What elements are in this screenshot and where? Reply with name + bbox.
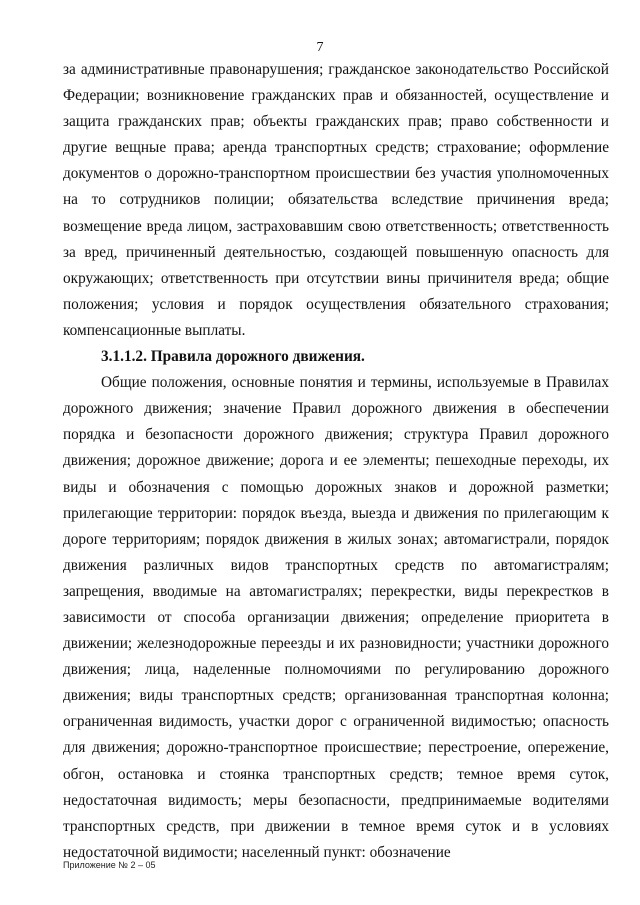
continuation-paragraph: за административные правонарушения; гражданское законодательство Российской Федерации; возникновение гражданских прав и обязанностей, осуществление и защита гражданских прав; объекты гражданских прав; право собственности и другие вещные права; аренда транспортных средств; страхование; оформление документов о дорожно-транспортном происшествии без участия уполномоченных на то сотрудников полиции; обязательства вследствие причинения вреда; возмещение вреда лицом, застраховавшим свою ответственность; ответственность за вред, причиненный деятельностью, создающей повышенную опасность для окружающих; ответственность при отсутствии вины причинителя вреда; общие положения; условия и порядок осуществления обязательного страхования; компенсационные выплаты. <box>63 61 609 339</box>
section-heading: 3.1.1.2. Правила дорожного движения. <box>101 348 365 366</box>
page-number: 7 <box>316 40 324 55</box>
document-body <box>63 57 609 866</box>
section-paragraph: Общие положения, основные понятия и термины, используемые в Правилах дорожного движения; значение Правил дорожного движения в обеспечении порядка и безопасности дорожного движения; структура Правил дорожного движения; дорожное движение; дорога и ее элементы; пешеходные переходы, их виды и обозначения с помощью дорожных знаков и дорожной разметки; прилегающие территории: порядок въезда, выезда и движения по прилегающим к дороге территориям; порядок движения в жилых зонах; автомагистрали, порядок движения различных видов транспортных средств по автомагистралям; запрещения, вводимые на автомагистралях; перекрестки, виды перекрестков в зависимости от способа организации движения; определение приоритета в движении; железнодорожные переезды и их разновидности; участники дорожного движения; лица, наделенные полномочиями по регулированию дорожного движения; виды транспортных средств; организованная транспортная колонна; ограниченная видимость, участки дорог с ограниченной видимостью; опасность для движения; дорожно-транспортное происшествие; перестроение, опережение, обгон, остановка и стоянка транспортных средств; темное время суток, недостаточная видимость; меры безопасности, предпринимаемые водителями транспортных средств, при движении в темное время суток и в условиях недостаточной видимости; населенный пункт: обозначение <box>63 374 609 861</box>
page-footer: Приложение № 2 – 05 <box>63 860 156 870</box>
